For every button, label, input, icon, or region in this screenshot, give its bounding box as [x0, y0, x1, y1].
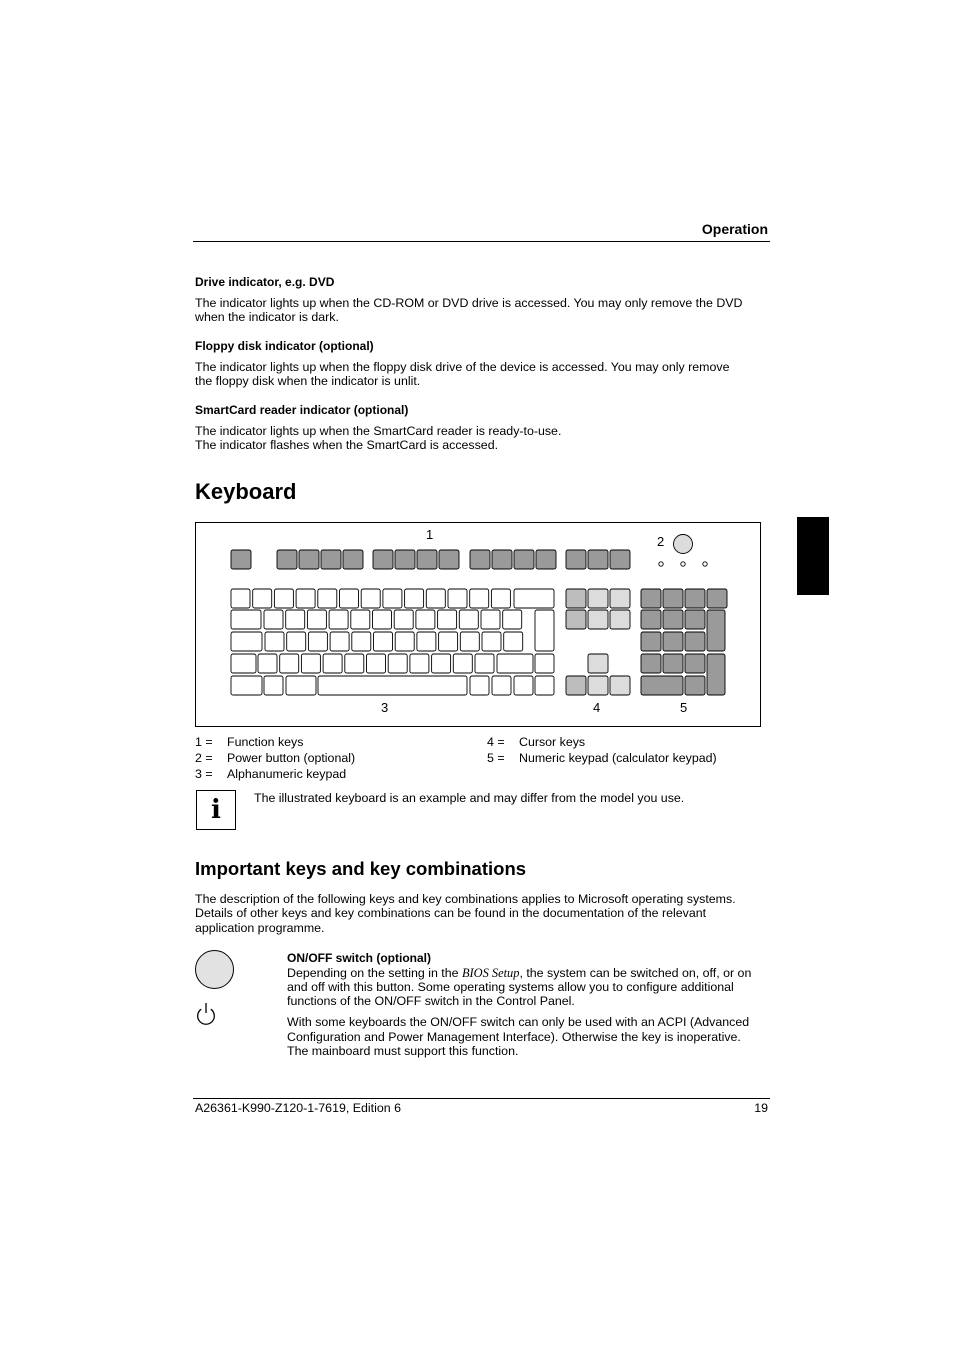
- info-icon: i: [196, 790, 236, 830]
- space-key: [318, 676, 467, 695]
- numpad-enter-key: [707, 654, 725, 695]
- callout-5: 5: [680, 700, 688, 715]
- onoff-text-3: functions of the ON/OFF switch in the Control Panel.: [287, 994, 575, 1008]
- legend-text-4: Cursor keys: [519, 735, 586, 749]
- ctrl-key: [231, 676, 262, 695]
- alpha-key: [432, 654, 451, 673]
- arrow-up-key: [588, 654, 608, 673]
- alpha-key: [286, 610, 305, 629]
- legend-num-5: 5 =: [487, 751, 505, 765]
- alpha-key: [330, 632, 349, 651]
- alpha-key: [453, 654, 472, 673]
- alt-key: [286, 676, 316, 695]
- info-note: The illustrated keyboard is an example and may differ from the model you use.: [254, 791, 685, 805]
- floppy-text-1: The indicator lights up when the floppy disk drive of the device is accessed. You may only remove: [195, 360, 730, 374]
- function-key: [470, 550, 490, 569]
- esc-key: [231, 550, 251, 569]
- nav-key: [566, 610, 586, 629]
- alpha-key: [426, 589, 445, 608]
- numpad-key: [663, 610, 683, 629]
- function-key: [514, 550, 534, 569]
- onoff-text-1a: Depending on the setting in the: [287, 966, 462, 980]
- keyboard-figure: [195, 522, 761, 727]
- alpha-key: [264, 676, 283, 695]
- function-key: [277, 550, 297, 569]
- drive-text-2: when the indicator is dark.: [195, 310, 339, 324]
- alpha-key: [301, 654, 320, 673]
- alpha-key: [274, 589, 293, 608]
- indicator-led: [659, 562, 663, 566]
- floppy-text-2: the floppy disk when the indicator is unlit.: [195, 374, 421, 388]
- running-header: Operation: [701, 221, 768, 237]
- alpha-key: [395, 632, 414, 651]
- numpad-key: [663, 589, 683, 608]
- alpha-key: [460, 632, 479, 651]
- system-key: [588, 550, 608, 569]
- important-intro-3: application programme.: [195, 921, 325, 935]
- arrow-down-key: [588, 676, 608, 695]
- numpad-key: [641, 589, 661, 608]
- smartcard-text-1: The indicator lights up when the SmartCard reader is ready-to-use.: [195, 424, 562, 438]
- system-key: [566, 550, 586, 569]
- floppy-heading: Floppy disk indicator (optional): [195, 339, 374, 353]
- alpha-key: [492, 676, 511, 695]
- legend-num-1: 1 =: [195, 735, 213, 749]
- numpad-key: [641, 632, 661, 651]
- alpha-key: [491, 589, 510, 608]
- backspace-key: [514, 589, 554, 608]
- alpha-key: [388, 654, 407, 673]
- callout-3: 3: [381, 700, 389, 715]
- footer-rule: [193, 1098, 770, 1099]
- legend-num-2: 2 =: [195, 751, 213, 765]
- important-intro-2: Details of other keys and key combinations can be found in the documentation of the relevant: [195, 906, 707, 920]
- tab-key: [231, 610, 261, 629]
- function-key: [395, 550, 415, 569]
- alpha-key: [308, 632, 327, 651]
- onoff-text-1b: , the system can be switched on, off, or on: [519, 966, 752, 980]
- indicator-led: [681, 562, 685, 566]
- alpha-key: [318, 589, 337, 608]
- alpha-key: [482, 632, 501, 651]
- chapter-tab: [797, 517, 829, 595]
- numpad-key: [685, 632, 705, 651]
- alpha-key: [438, 610, 457, 629]
- numpad-key: [663, 632, 683, 651]
- alpha-key: [265, 632, 284, 651]
- onoff-text-4: With some keyboards the ON/OFF switch can only be used with an ACPI (Advanced: [287, 1015, 750, 1029]
- legend-text-1: Function keys: [227, 735, 304, 749]
- function-key: [492, 550, 512, 569]
- alpha-key: [504, 632, 523, 651]
- alpha-key: [373, 610, 392, 629]
- alpha-key: [253, 589, 272, 608]
- alpha-key: [514, 676, 533, 695]
- keyboard-illustration: [195, 522, 761, 727]
- alpha-key: [470, 589, 489, 608]
- onoff-text-6: The mainboard must support this function.: [287, 1044, 519, 1058]
- system-key: [610, 550, 630, 569]
- alpha-key: [351, 610, 370, 629]
- numpad-key: [641, 654, 661, 673]
- onoff-text-1: [287, 966, 751, 980]
- smartcard-text-2: The indicator flashes when the SmartCard is accessed.: [195, 438, 499, 452]
- alpha-key: [448, 589, 467, 608]
- numpad-key: [685, 676, 705, 695]
- alpha-key: [481, 610, 500, 629]
- alpha-key: [383, 589, 402, 608]
- alpha-key: [231, 589, 250, 608]
- alpha-key: [258, 654, 277, 673]
- alpha-key: [535, 676, 554, 695]
- alpha-key: [345, 654, 364, 673]
- arrow-left-key: [566, 676, 586, 695]
- onoff-heading: ON/OFF switch (optional): [287, 951, 431, 965]
- alpha-key: [361, 589, 380, 608]
- alpha-key: [280, 654, 299, 673]
- indicator-led: [703, 562, 707, 566]
- function-key: [373, 550, 393, 569]
- page-number: 19: [754, 1101, 768, 1115]
- nav-key: [610, 589, 630, 608]
- power-button-key: [674, 535, 693, 554]
- numpad-key: [641, 610, 661, 629]
- legend-text-5: Numeric keypad (calculator keypad): [519, 751, 717, 765]
- alpha-key: [352, 632, 371, 651]
- numpad-zero-key: [641, 676, 683, 695]
- alpha-key: [307, 610, 326, 629]
- smartcard-heading: SmartCard reader indicator (optional): [195, 403, 409, 417]
- arrow-right-key: [610, 676, 630, 695]
- onoff-text-2: and off with this button. Some operating systems allow you to configure additional: [287, 980, 734, 994]
- alpha-key: [367, 654, 386, 673]
- onoff-text-5: Configuration and Power Management Interface). Otherwise the key is inoperative.: [287, 1030, 741, 1044]
- alpha-key: [323, 654, 342, 673]
- important-intro-1: The description of the following keys and key combinations applies to Microsoft operating systems.: [195, 892, 736, 906]
- numpad-key: [663, 654, 683, 673]
- callout-2: 2: [657, 534, 665, 549]
- legend-num-4: 4 =: [487, 735, 505, 749]
- function-key: [321, 550, 341, 569]
- numpad-plus-key: [707, 610, 725, 651]
- alpha-key: [405, 589, 424, 608]
- footer-doc-id: A26361-K990-Z120-1-7619, Edition 6: [195, 1101, 401, 1115]
- enter-key: [535, 610, 554, 651]
- callout-1: 1: [426, 527, 434, 542]
- alpha-key: [374, 632, 393, 651]
- function-key: [299, 550, 319, 569]
- bios-setup-term: BIOS Setup: [461, 966, 520, 980]
- alpha-key: [475, 654, 494, 673]
- alpha-key: [329, 610, 348, 629]
- alpha-key: [340, 589, 359, 608]
- drive-heading: Drive indicator, e.g. DVD: [195, 275, 335, 289]
- nav-key: [566, 589, 586, 608]
- numpad-key: [685, 589, 705, 608]
- numpad-key: [685, 654, 705, 673]
- alpha-key: [459, 610, 478, 629]
- nav-key: [588, 589, 608, 608]
- power-symbol-icon: [195, 1002, 217, 1026]
- alpha-key: [417, 632, 436, 651]
- header-rule: [193, 241, 770, 242]
- alpha-key: [264, 610, 283, 629]
- alpha-key: [503, 610, 522, 629]
- function-key: [439, 550, 459, 569]
- power-button-icon: [195, 950, 234, 989]
- alpha-key: [470, 676, 489, 695]
- nav-key: [588, 610, 608, 629]
- drive-text-1: The indicator lights up when the CD-ROM or DVD drive is accessed. You may only remove the DVD: [195, 296, 743, 310]
- keyboard-title: Keyboard: [195, 479, 297, 504]
- alpha-key: [416, 610, 435, 629]
- alpha-key: [296, 589, 315, 608]
- left-shift-key: [231, 654, 256, 673]
- right-shift-key: [497, 654, 533, 673]
- legend-text-2: Power button (optional): [227, 751, 356, 765]
- function-key: [343, 550, 363, 569]
- alpha-key: [394, 610, 413, 629]
- alpha-key: [535, 654, 554, 673]
- alpha-key: [287, 632, 306, 651]
- nav-key: [610, 610, 630, 629]
- alpha-key: [410, 654, 429, 673]
- numpad-key: [707, 589, 727, 608]
- important-title: Important keys and key combinations: [195, 858, 527, 879]
- caps-lock-key: [231, 632, 262, 651]
- alpha-key: [439, 632, 458, 651]
- legend-text-3: Alphanumeric keypad: [227, 767, 347, 781]
- legend-num-3: 3 =: [195, 767, 213, 781]
- function-key: [536, 550, 556, 569]
- callout-4: 4: [593, 700, 601, 715]
- numpad-key: [685, 610, 705, 629]
- function-key: [417, 550, 437, 569]
